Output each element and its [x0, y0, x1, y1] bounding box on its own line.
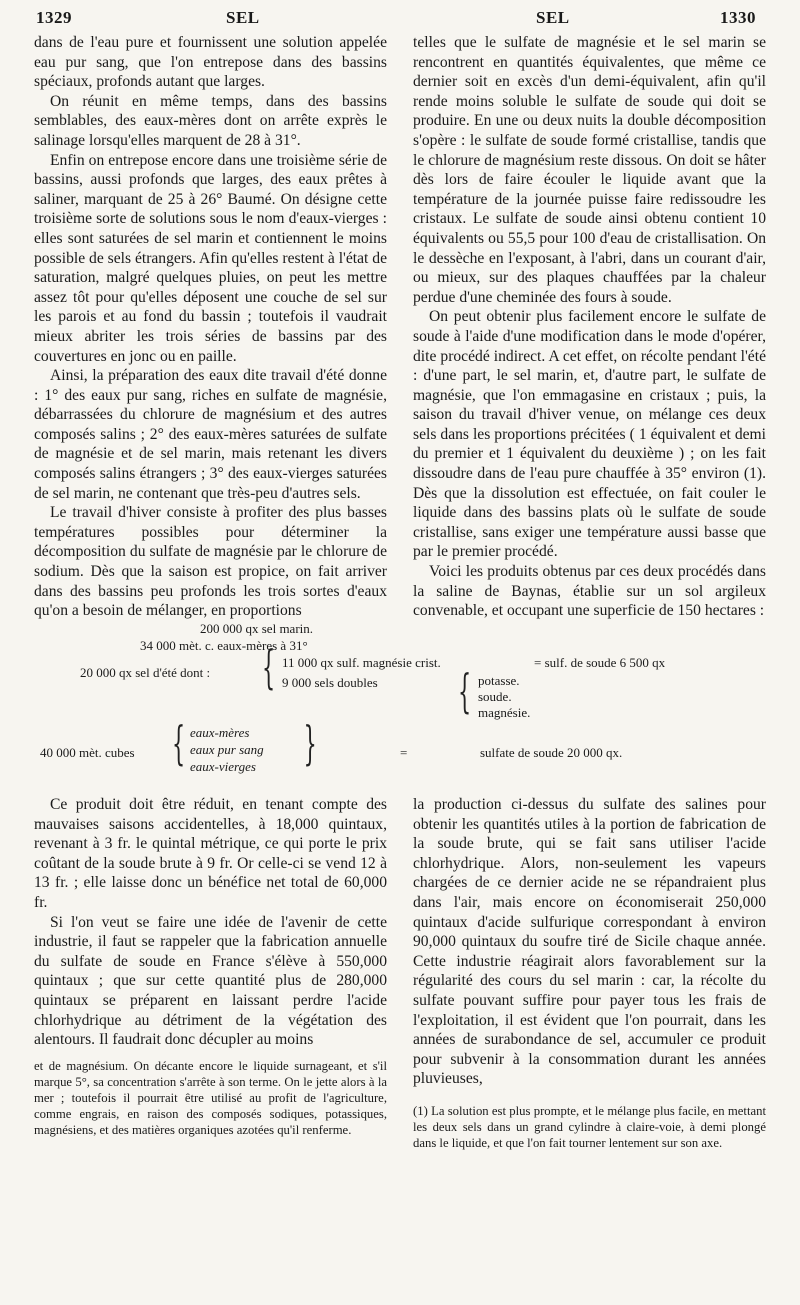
paragraph: Si l'on veut se faire une idée de l'avenir de cette industrie, il faut se rappeler que la fabrication annuelle du sulfate de soude en France s'élève à 550,000 quintaux ; que sur cette quantité plus de 280,000 quintaux se préparent en laissant perdre l'acide chlorhydrique au détriment de la végétation des alentours. Il faudrait donc décupler au moins [34, 913, 387, 1049]
right-page-number: 1330 [720, 8, 756, 27]
table-row-eaux-meres: 34 000 mèt. c. eaux-mères à 31° [140, 638, 308, 653]
salt-soude: soude. [478, 689, 512, 704]
brace-icon: { [262, 640, 276, 694]
production-table [40, 620, 780, 795]
left-running-title: SEL [226, 8, 260, 27]
salt-potasse: potasse. [478, 673, 520, 688]
water-eaux-pur-sang: eaux pur sang [190, 742, 264, 757]
column-3 [34, 795, 387, 1138]
table-row-sel-marin: 200 000 qx sel marin. [200, 621, 314, 636]
closing-brace-icon: { [303, 716, 317, 770]
paragraph: telles que le sulfate de magnésie et le sel marin se rencontrent en quantités équivalentes, que même ce dernier soit en excès d'un demi-équivalent, afin qu'il rende moins soluble le sulfate de soude qui doit se produire. En une ou deux nuits la double décomposition s'opère : le sulfate de soude formé cristallise, tandis que le chlorure de magnésium reste dissous. On doit se hâter dès lors de faire écouler le liquide avant que la température de la journée puisse faire redissoudre les cristaux. Le sulfate de soude ainsi obtenu contient 10 équivalents ou 55,5 pour 100 d'eau de cristallisation. On le dessèche en l'exposant, à l'abri, dans un courant d'air, ou mieux, sur des plaques chauffées par la chaleur perdue d'une cheminée des fours à soude. [413, 34, 766, 306]
equals-sign: = [400, 745, 408, 760]
table-sels-doubles: 9 000 sels doubles [282, 675, 378, 690]
paragraph: la production ci-dessus du sulfate des salines pour obtenir les quantités utiles à la portion de fabrication de la soude brute, qui se fait sans utiliser l'acide chlorhydrique. Alors, non-seulement les vapeurs chargées de ce dernier acide ne se répandraient plus dans l'air, mais encore on économiserait 250,000 quintaux d'acide sulfurique correspondant à environ 90,000 quintaux du soufre tiré de Sicile chaque année. Cette industrie réagirait alors favorablement sur la régularité des cours du sel marin : car, la récolte du sulfate pouvant suffire pour payer tous les frais de l'exploitation, il est évident que l'on pourrait, dans les années de surabondance de sel, accumuler ce produit pour subvenir à la consommation durant les années pluvieuses, [413, 796, 766, 1088]
footnote-continuation [34, 1058, 387, 1138]
paragraph: Ce produit doit être réduit, en tenant compte des mauvaises saisons accidentelles, à 18,000 quintaux, revenant à 3 fr. le quintal métrique, ce qui porte le prix coûtant de la soude brute à 9 fr. Or celle-ci se vend 12 à 13 fr. ; elle laisse donc un bénéfice net total de 60,000 fr. [34, 796, 387, 911]
paragraph: Ainsi, la préparation des eaux dite travail d'été donne : 1° des eaux pur sang, riches en sulfate de magnésie, débarrassées du chlorure de magnésium et des autres composés salins ; 2° des eaux-mères saturées de sulfate de magnésie et de sel marin, mais retenant les divers composés salins étrangers ; 3° des eaux-vierges saturées de sel marin, ne contenant que très-peu d'autres sels. [34, 367, 387, 502]
paragraph: dans de l'eau pure et fournissent une solution appelée eau pur sang, que l'on entrepose dans des bassins spéciaux, profonds autant que larges. [34, 34, 387, 91]
column-2 [413, 33, 766, 621]
column-1 [34, 33, 387, 621]
footnote-text: et de magnésium. On décante encore le liquide surnageant, et s'il marque 5°, sa concentration s'arrête à son terme. On le jette alors à la mer ; toutefois il pourrait être utilisé au profit de l'agriculture, comme engrais, en raison des composés sodiques, potassiques, magnésiens, et des matières organiques azotées qu'il renferme. [34, 1058, 387, 1137]
column-4 [413, 795, 766, 1151]
page-header [36, 8, 760, 30]
brace-icon: { [172, 716, 186, 770]
table-sulfate-soude-total: sulfate de soude 20 000 qx. [480, 745, 623, 760]
left-page-number: 1329 [36, 8, 72, 27]
table-sulf-magnesie: 11 000 qx sulf. magnésie crist. [282, 655, 441, 670]
paragraph: Le travail d'hiver consiste à profiter des plus basses températures possibles pour déterminer la décomposition du sulfate de magnésie par le chlorure de sodium. Dès que la saison est propice, on fait arriver dans des bassins peu profonds les trois sortes d'eaux qu'on a besoin de mélanger, en proportions [34, 504, 387, 620]
table-row-metres-cubes: 40 000 mèt. cubes [40, 745, 135, 760]
paragraph: On peut obtenir plus facilement encore le sulfate de soude à l'aide d'une modification dans le mode d'opérer, dite procédé indirect. A cet effet, on récolte pendant l'été : d'une part, le sel marin, et, d'autre part, le sulfate de magnésie, que l'on emmagasine en cristaux ; puis, la saison du travail d'hiver venue, on mélange ces deux sels dans les proportions précitées ( 1 équivalent et demi du premier et 1 équivalent du deuxième ) ; on les fait dissoudre dans de l'eau pure chauffée à 35° environ (1). Dès que la dissolution est effectuée, on fait couler le liquide dans des bassins plats où le sulfate de soude cristallise, sans exiger une température aussi basse que par le premier procédé. [413, 308, 766, 561]
water-eaux-meres: eaux-mères [190, 725, 250, 740]
table-sulf-soude: = sulf. de soude 6 500 qx [534, 655, 666, 670]
paragraph: On réunit en même temps, dans des bassins semblables, des eaux-mères dont on arrête exprès le salinage lorsqu'elles marquent de 28 à 31°. [34, 92, 387, 149]
right-running-title: SEL [536, 8, 570, 27]
brace-icon: { [458, 664, 472, 718]
footnote-text: (1) La solution est plus prompte, et le mélange plus facile, en mettant les deux sels dans un grand cylindre à claire-voie, à demi plongé dans le liquide, et que l'on fait tourner lentement sur son axe. [413, 1103, 766, 1150]
salt-magnesie: magnésie. [478, 705, 531, 720]
footnote-1 [413, 1103, 766, 1151]
paragraph: Voici les produits obtenus par ces deux procédés dans la saline de Baynas, établie sur un sol argileux convenable, et occupant une superficie de 150 hectares : [413, 563, 766, 620]
paragraph: Enfin on entrepose encore dans une troisième série de bassins, aussi profonds que larges, des eaux prêtes à saliner, marquant de 25 à 26° Baumé. On désigne cette troisième sorte de solutions sous le nom d'eaux-vierges : elles sont saturées de sel marin et contiennent le moins possible de sels étrangers. Afin qu'elles restent à l'état de saturation, malgré quelques pluies, on peut les mettre assez tôt pour qu'elles déposent une couche de sel sur les parois et au fond du bassin ; toutefois il vaudrait mieux abriter les trois séries de bassins par des couvertures en jonc ou en paille. [34, 151, 387, 365]
table-row-sel-ete: 20 000 qx sel d'été dont : [80, 665, 211, 680]
water-eaux-vierges: eaux-vierges [190, 759, 256, 774]
